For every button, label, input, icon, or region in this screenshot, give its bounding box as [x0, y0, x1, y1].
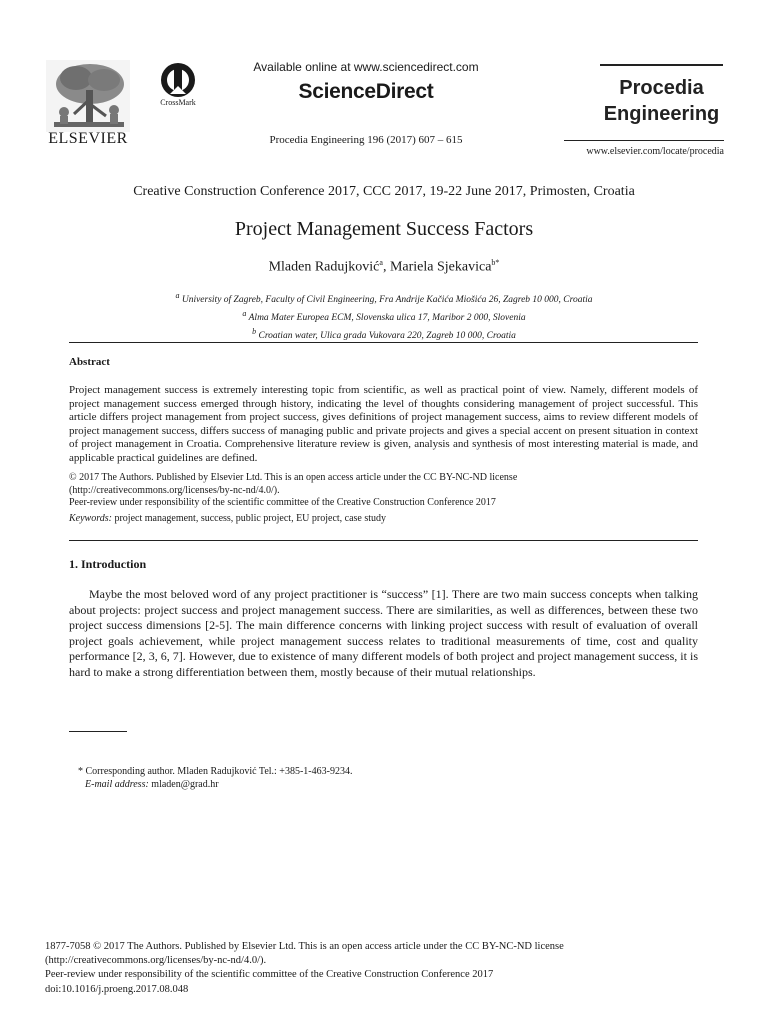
corresponding-author: * Corresponding author. Mladen Radujković Tel.: +385-1-463-9234.: [78, 766, 353, 777]
author-list: [40, 258, 728, 276]
crossmark-label: CrossMark: [160, 98, 196, 107]
footnote: [78, 765, 678, 791]
journal-url-rule: [564, 140, 724, 141]
affiliations: [40, 289, 728, 343]
elsevier-wordmark: ELSEVIER: [48, 130, 128, 147]
sciencedirect-logo: ScienceDirect: [298, 80, 434, 103]
affiliation-line: $^b$ Croatian water, Ulica grada Vukovara 220, Zagreb 10 000, Croatia: [252, 327, 516, 342]
keywords-values: project management, success, public project, EU project, case study: [114, 512, 387, 524]
introduction-paragraph: Maybe the most beloved word of any project practitioner is “success” [1]. There are two main success concepts when talking about projects: project success and project management success. There are similarities, as well as differences, between these two project success dimensions [2-5]. The main difference concerns with linking project success with result of evaluation of overall project goals achievement, while project management success relates to traditional measurements of time, cost and quality performance [2, 3, 6, 7]. However, due to existence of many different models of both project and project management success, it is hard to make a strong differentiation between them, mostly because of their mutual relationships.: [69, 587, 698, 679]
crossmark-icon: [153, 60, 203, 100]
affiliation-line: $^a$ University of Zagreb, Faculty of Civil Engineering, Fra Andrije Kačića Miošića 26, Zagreb 10 000, Croatia: [175, 291, 593, 306]
journal-citation: Procedia Engineering 196 (2017) 607 – 615: [269, 134, 463, 146]
section-heading-introduction: 1. Introduction: [69, 557, 147, 571]
author-name: Mladen Radujković: [268, 259, 380, 275]
email-line: [78, 778, 678, 791]
author-name: Mariela Sjekavica: [389, 259, 492, 275]
journal-header-rule: [600, 64, 723, 66]
affiliation-line: $^a$ Alma Mater Europea ECM, Slovenska ulica 17, Maribor 2 000, Slovenia: [242, 309, 526, 324]
footer-license-link[interactable]: (http://creativecommons.org/licenses/by-nc-nd/4.0/).: [45, 955, 267, 967]
abstract-bottom-rule: [69, 540, 698, 541]
page-footer: [45, 940, 735, 997]
email-address[interactable]: mladen@grad.hr: [151, 779, 219, 790]
journal-name-line1: Procedia: [619, 77, 704, 99]
footer-issn-line: 1877-7058 © 2017 The Authors. Published by Elsevier Ltd. This is an open access article under the CC BY-NC-ND license: [45, 941, 564, 952]
abstract-body: Project management success is extremely interesting topic from scientific, as well as practical point of view. Namely, different models of project management success emerged through history, indicating the level of thoughts considering management of project successful. This article differs project management from project success, gives definitions of project management success, aims to review different models of project management success, differs success of managing public and private projects and gives a special accent on present situation in context of project management in Croatia. Comprehensive literature review is given, analysis and synthesis of most interesting material is made, and applicable practical guidelines are defined.: [69, 384, 698, 464]
author-affiliation-mark: b*: [491, 258, 500, 267]
abstract-heading: Abstract: [69, 356, 110, 368]
journal-name: [596, 75, 727, 127]
author-affiliation-mark: a: [379, 258, 383, 267]
crossmark-logo[interactable]: [153, 60, 203, 110]
footer-doi[interactable]: doi:10.1016/j.proeng.2017.08.048: [45, 983, 189, 995]
license-link[interactable]: (http://creativecommons.org/licenses/by-nc-nd/4.0/).: [69, 484, 280, 496]
email-label: E-mail address:: [85, 779, 149, 790]
journal-name-line2: Engineering: [603, 103, 720, 125]
author-separator: ,: [382, 259, 390, 275]
footer-peer-review: Peer-review under responsibility of the scientific committee of the Creative Construction Conference 2017: [45, 969, 494, 981]
elsevier-tree-icon: [46, 60, 130, 132]
journal-url[interactable]: www.elsevier.com/locate/procedia: [586, 146, 724, 157]
copyright-line: © 2017 The Authors. Published by Elsevier Ltd. This is an open access article under the CC BY-NC-ND license: [69, 472, 518, 483]
paper-title: Project Management Success Factors: [234, 218, 534, 240]
peer-review-line: Peer-review under responsibility of the scientific committee of the Creative Construction Conference 2017: [69, 497, 496, 509]
elsevier-logo: [46, 60, 130, 150]
abstract-top-rule: [69, 342, 698, 343]
conference-line: Creative Construction Conference 2017, CCC 2017, 19-22 June 2017, Primosten, Croatia: [133, 184, 635, 199]
abstract-copyright: [69, 472, 698, 525]
keywords-label: Keywords:: [69, 512, 112, 524]
available-online: Available online at www.sciencedirect.com: [253, 60, 479, 74]
footnote-rule: [69, 731, 127, 732]
keywords-line: [69, 513, 698, 526]
